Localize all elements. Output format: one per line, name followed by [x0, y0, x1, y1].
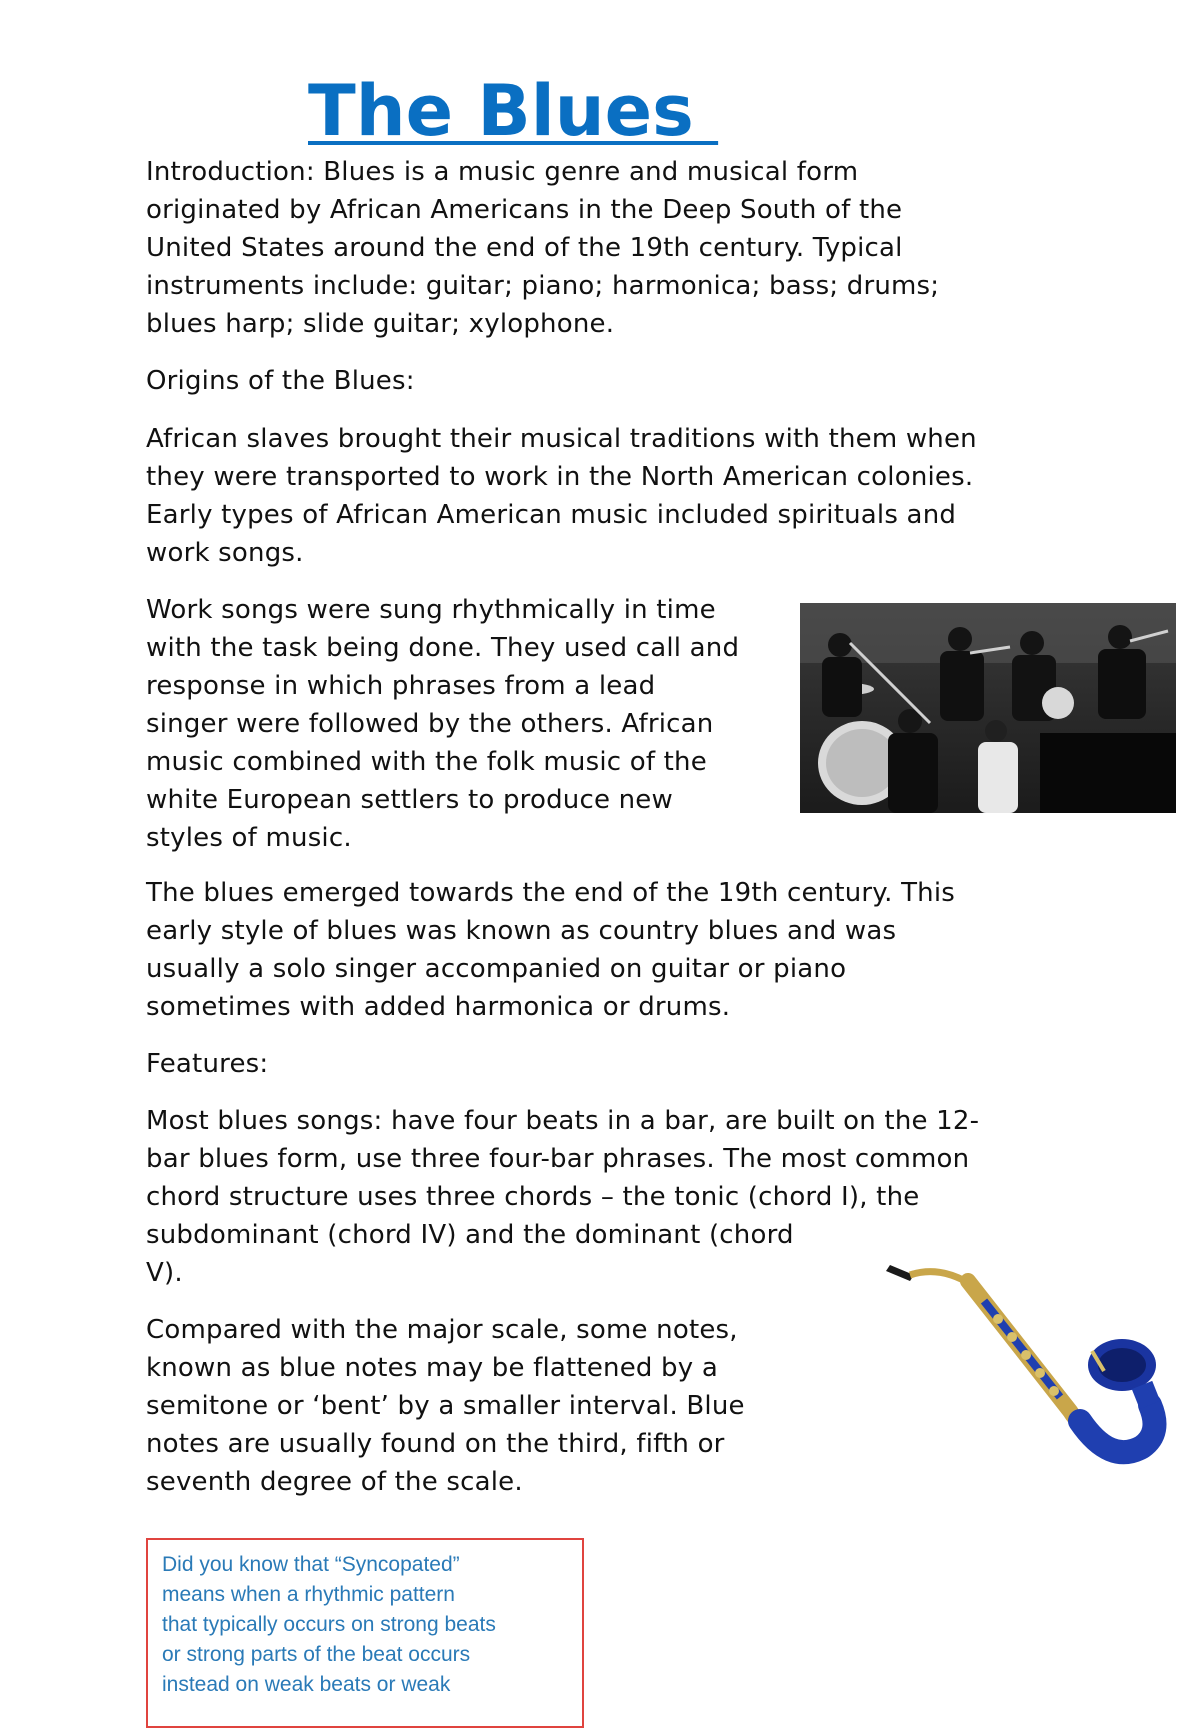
paragraph-line: with the task being done. They used call and [146, 633, 740, 663]
paragraph-line: music combined with the folk music of the [146, 747, 707, 777]
paragraph-line: Most blues songs: have four beats in a bar, are built on the 12- [146, 1106, 980, 1136]
callout-line: that typically occurs on strong beats [162, 1613, 496, 1636]
callout-line: instead on weak beats or weak [162, 1673, 451, 1696]
saxophone-image [880, 1255, 1180, 1475]
paragraph-line: Origins of the Blues: [146, 366, 415, 396]
paragraph-blue-notes [146, 1311, 745, 1501]
paragraph-line: United States around the end of the 19th century. Typical [146, 233, 903, 263]
paragraph-line: seventh degree of the scale. [146, 1467, 523, 1497]
saxophone-icon [880, 1255, 1180, 1475]
jazz-band-photo-illustration [800, 603, 1176, 813]
did-you-know-callout [146, 1538, 584, 1728]
paragraph-line: they were transported to work in the North American colonies. [146, 462, 974, 492]
paragraph-line: V). [146, 1258, 183, 1288]
paragraph-line: sometimes with added harmonica or drums. [146, 992, 731, 1022]
paragraph-line: chord structure uses three chords – the tonic (chord I), the [146, 1182, 920, 1212]
paragraph-introduction [146, 153, 939, 343]
paragraph-line: white European settlers to produce new [146, 785, 673, 815]
paragraph-line: blues harp; slide guitar; xylophone. [146, 309, 615, 339]
paragraph-line: early style of blues was known as country blues and was [146, 916, 897, 946]
paragraph-line: Early types of African American music included spirituals and [146, 500, 957, 530]
paragraph-line: originated by African Americans in the Deep South of the [146, 195, 903, 225]
paragraph-most-blues-songs [146, 1102, 979, 1292]
paragraph-line: notes are usually found on the third, fifth or [146, 1429, 725, 1459]
paragraph-line: subdominant (chord IV) and the dominant (chord [146, 1220, 794, 1250]
paragraph-line: Work songs were sung rhythmically in time [146, 595, 716, 625]
paragraph-line: African slaves brought their musical traditions with them when [146, 424, 977, 454]
callout-line: Did you know that “Syncopated” [162, 1553, 460, 1576]
paragraph-line: usually a solo singer accompanied on guitar or piano [146, 954, 847, 984]
paragraph-line: work songs. [146, 538, 304, 568]
paragraph-line: singer were followed by the others. African [146, 709, 714, 739]
paragraph-blues-emerged [146, 874, 955, 1026]
paragraph-line: styles of music. [146, 823, 352, 853]
callout-line: or strong parts of the beat occurs [162, 1643, 471, 1666]
paragraph-line: Features: [146, 1049, 269, 1079]
paragraph-african-slaves [146, 420, 977, 572]
paragraph-line: known as blue notes may be flattened by a [146, 1353, 718, 1383]
page-title: The Blues [308, 70, 719, 152]
paragraph-work-songs [146, 591, 739, 857]
heading-features [146, 1045, 268, 1083]
paragraph-line: semitone or ‘bent’ by a smaller interval. Blue [146, 1391, 745, 1421]
paragraph-line: instruments include: guitar; piano; harmonica; bass; drums; [146, 271, 940, 301]
jazz-band-photo [800, 603, 1176, 813]
paragraph-line: Compared with the major scale, some notes, [146, 1315, 738, 1345]
paragraph-line: Introduction: Blues is a music genre and musical form [146, 157, 859, 187]
heading-origins [146, 362, 415, 400]
paragraph-line: The blues emerged towards the end of the 19th century. This [146, 878, 956, 908]
paragraph-line: response in which phrases from a lead [146, 671, 656, 701]
paragraph-line: bar blues form, use three four-bar phrases. The most common [146, 1144, 970, 1174]
callout-line: means when a rhythmic pattern [162, 1583, 455, 1606]
